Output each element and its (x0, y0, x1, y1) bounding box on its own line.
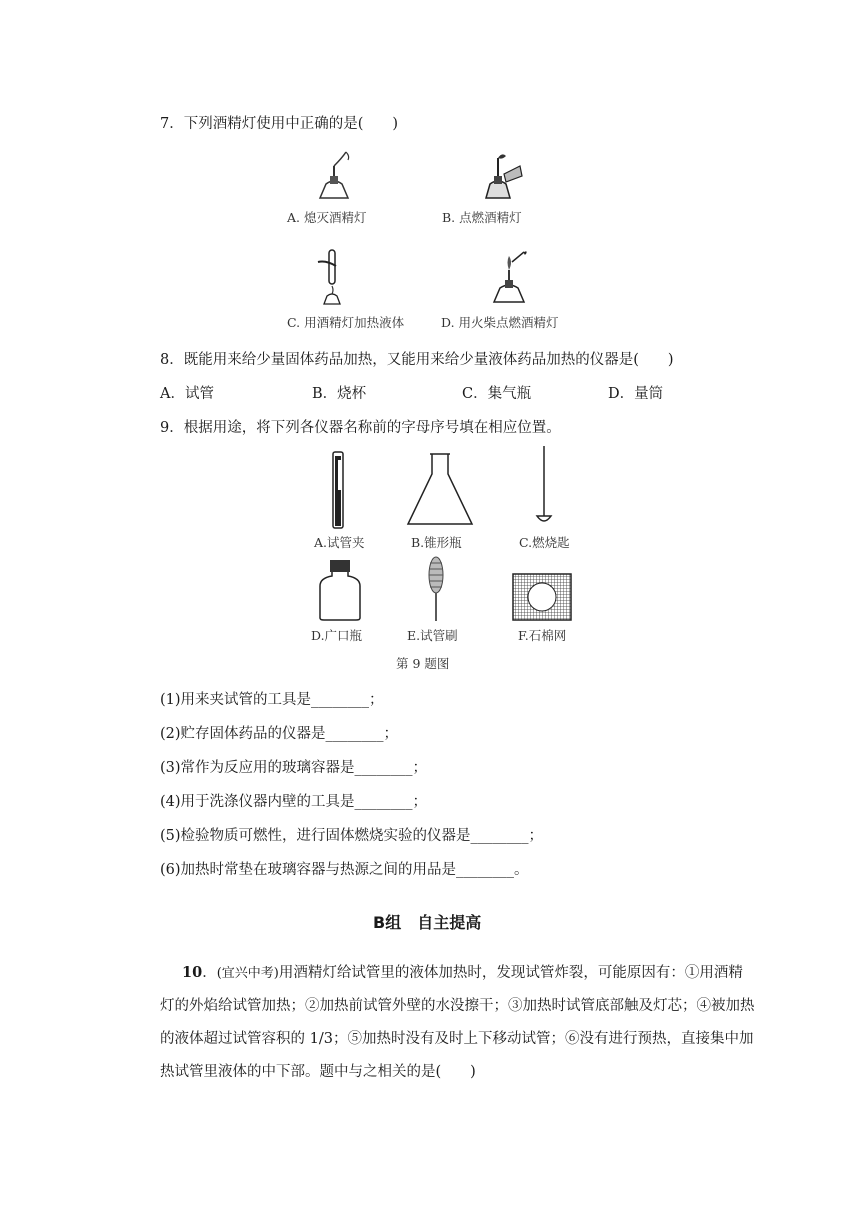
q9-figure-combustion-spoon (533, 444, 555, 528)
q7-figure-c-heat-liquid (312, 248, 352, 306)
q9-figure-title: 第 9 题图 (396, 656, 450, 671)
q7-figure-a-extinguish-lamp (312, 148, 358, 200)
q9-caption-d: D.广口瓶 (311, 628, 363, 643)
q9-blank-6: (6)加热时常垫在玻璃容器与热源之间的用品是________。 (160, 862, 529, 878)
q8-option-a: A．试管 (160, 386, 214, 402)
q9-blank-4: (4)用于洗涤仪器内壁的工具是________； (160, 794, 428, 810)
q8-option-b: B．烧杯 (312, 386, 367, 402)
q10-paragraph: 10．(宜兴中考)用酒精灯给试管里的液体加热时，发现试管炸裂，可能原因有：①用酒精灯的外焰给试管加热；②加热前试管外壁的水没擦干；③加热时试管底部触及灯芯；④被加热的液体超过试管容积的 1/3；⑤加热时没有及时上下移动试管；⑥没有进行预热，直接集中加热试管里液体的中下部。题中与之相关的是( ) (160, 964, 755, 1080)
q10-number: 10 (182, 964, 203, 981)
q7-caption-c: C. 用酒精灯加热液体 (287, 315, 405, 330)
q10-text: 用酒精灯给试管里的液体加热时，发现试管炸裂，可能原因有：①用酒精灯的外焰给试管加热；②加热前试管外壁的水没擦干；③加热时试管底部触及灯芯；④被加热的液体超过试管容积的 1/3；⑤加热时没有及时上下移动试管；⑥没有进行预热，直接集中加热试管里液体的中下部。题中与之相关的是( ) (160, 965, 755, 1080)
q9-figure-test-tube-holder (326, 450, 350, 530)
q7-caption-d: D. 用火柴点燃酒精灯 (441, 315, 559, 330)
q9-figure-wide-mouth-bottle (316, 558, 364, 622)
q8-stem: 8．既能用来给少量固体药品加热，又能用来给少量液体药品加热的仪器是( ) (160, 352, 674, 368)
q9-blank-5: (5)检验物质可燃性，进行固体燃烧实验的仪器是________； (160, 828, 544, 844)
section-b-title: B组 自主提高 (373, 913, 482, 932)
q7-figure-b-light-lamp (478, 148, 526, 200)
q9-blank-2: (2)贮存固体药品的仪器是________； (160, 726, 399, 742)
q8-option-c: C．集气瓶 (462, 386, 532, 402)
q7-figure-d-match-light-lamp (488, 248, 530, 304)
q8-option-d: D．量筒 (608, 386, 664, 402)
q9-blank-1: (1)用来夹试管的工具是________； (160, 692, 384, 708)
q9-figure-asbestos-gauze (512, 573, 572, 621)
q7-caption-b: B. 点燃酒精灯 (442, 210, 522, 225)
q9-caption-b: B.锥形瓶 (411, 535, 462, 550)
q9-caption-a: A.试管夹 (314, 535, 365, 550)
q9-figure-conical-flask (404, 452, 476, 528)
q7-caption-a: A. 熄灭酒精灯 (287, 210, 367, 225)
q9-blank-3: (3)常作为反应用的玻璃容器是________； (160, 760, 428, 776)
q7-stem: 7．下列酒精灯使用中正确的是( ) (160, 116, 399, 132)
q10-source: (宜兴中考) (216, 966, 279, 981)
q9-caption-c: C.燃烧匙 (519, 535, 570, 550)
q9-caption-f: F.石棉网 (518, 628, 567, 643)
q9-figure-test-tube-brush (425, 555, 447, 623)
q9-stem: 9．根据用途，将下列各仪器名称前的字母序号填在相应位置。 (160, 420, 561, 436)
q9-caption-e: E.试管刷 (407, 628, 458, 643)
